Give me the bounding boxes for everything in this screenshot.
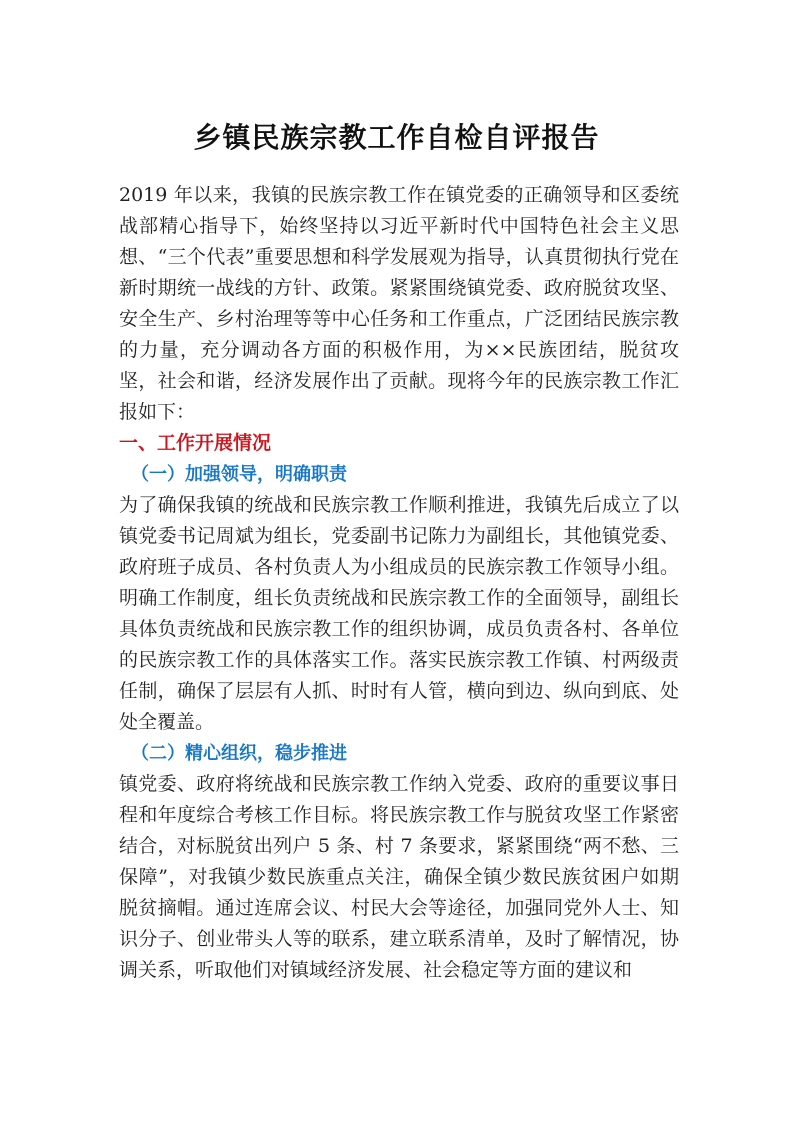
section-heading-work-status: 一、工作开展情况 — [119, 432, 272, 454]
leadership-paragraph: 为了确保我镇的统战和民族宗教工作顺利推进，我镇先后成立了以镇党委书记周斌为组长，党委副书记陈力为副组长，其他镇党委、政府班子成员、各村负责人为小组成员的民族宗教工作领导小组。明确工作制度，组长负责统战和民族宗教工作的全面领导，副组长具体负责统战和民族宗教工作的组织协调，成员负责各村、各单位的民族宗教工作的具体落实工作。落实民族宗教工作镇、村两级责任制，确保了层层有人抓、时时有人管，横向到边、纵向到底、处处全覆盖。 — [119, 494, 679, 733]
intro-paragraph: 2019 年以来，我镇的民族宗教工作在镇党委的正确领导和区委统战部精心指导下，始终坚持以习近平新时代中国特色社会主义思想、“三个代表”重要思想和科学发展观为指导，认真贯彻执行党在新时期统一战线的方针、政策。紧紧围绕镇党委、政府脱贫攻坚、安全生产、乡村治理等等中心任务和工作重点，广泛团结民族宗教的力量，充分调动各方面的积极作用，为××民族团结，脱贫攻坚，社会和谐，经济发展作出了贡献。现将今年的民族宗教工作汇报如下： — [119, 184, 679, 423]
subsection-heading-leadership: （一）加强领导，明确职责 — [131, 464, 347, 485]
organization-paragraph: 镇党委、政府将统战和民族宗教工作纳入党委、政府的重要议事日程和年度综合考核工作目标。将民族宗教工作与脱贫攻坚工作紧密结合，对标脱贫出列户 5 条、村 7 条要求，紧紧围绕“两不愁、三保障”，对我镇少数民族重点关注，确保全镇少数民族贫困户如期脱贫摘帽。通过连席会议、村民大会等途径，加强同党外人士、知识分子、创业带头人等的联系，建立联系清单，及时了解情况，协调关系，听取他们对镇域经济发展、社会稳定等方面的建议和 — [119, 773, 679, 981]
document-body — [119, 180, 679, 986]
subsection-heading-organization: （二）精心组织，稳步推进 — [131, 743, 347, 764]
document-title: 乡镇民族宗教工作自检自评报告 — [193, 121, 600, 154]
